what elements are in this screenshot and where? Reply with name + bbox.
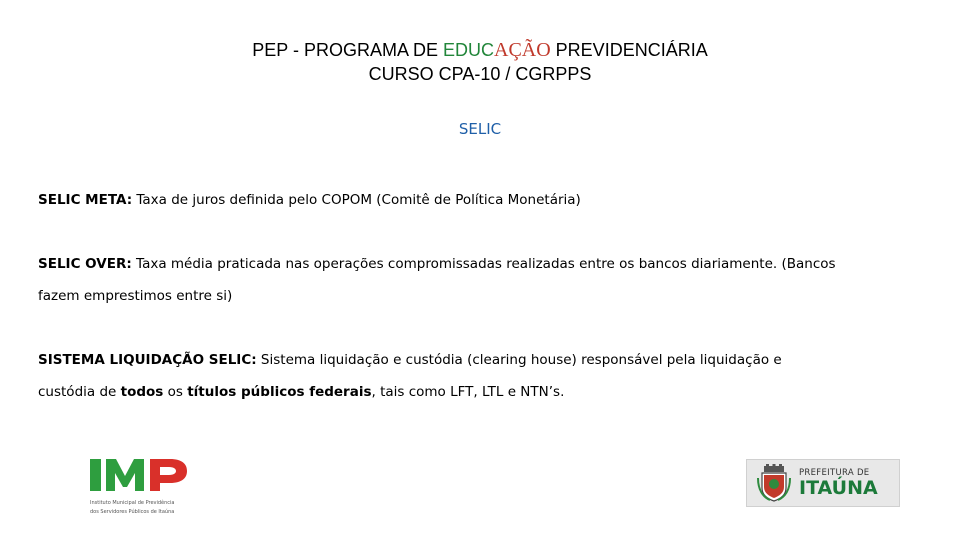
imp-caption-2: dos Servidores Públicos de Itaúna (90, 509, 175, 515)
definition-part: , tais como LFT, LTL e NTN’s. (371, 384, 565, 400)
header (0, 38, 960, 86)
emphasis-titulos: títulos públicos federais (187, 384, 372, 400)
paragraph-selic-over (38, 248, 918, 312)
coat-of-arms-icon (757, 464, 791, 502)
term-definition: Taxa de juros definida pelo COPOM (Comitê de Política Monetária) (132, 192, 581, 208)
prefeitura-itauna-logo (746, 459, 900, 507)
paragraph-selic-meta (38, 184, 918, 216)
imp-caption-1: Instituto Municipal de Previdência (90, 500, 175, 506)
term-definition: Taxa média praticada nas operações compromissadas realizadas entre os bancos diariamente. (Bancos (131, 256, 836, 272)
term-definition: Sistema liquidação e custódia (clearing house) responsável pela liquidação e (256, 352, 782, 368)
term-label: SELIC OVER: (38, 256, 132, 272)
definition-part: os (163, 384, 188, 400)
city-name: ITAÚNA (799, 477, 878, 499)
term-label: SELIC META: (38, 192, 133, 208)
emphasis-todos: todos (120, 384, 164, 400)
title-part-b: PREVIDENCIÁRIA (550, 40, 708, 60)
course-title: CURSO CPA-10 / CGRPPS (368, 64, 592, 84)
imp-logo (90, 456, 200, 515)
term-label: SISTEMA LIQUIDAÇÃO SELIC: (38, 352, 257, 368)
term-definition-cont: fazem emprestimos entre si) (38, 288, 233, 304)
imp-logo-mark (90, 456, 200, 492)
section-title: SELIC (458, 120, 502, 138)
title-part-green: EDUC (442, 40, 494, 60)
page-title (0, 38, 960, 62)
paragraph-sistema-liquidacao (38, 344, 918, 408)
prefeitura-label: PREFEITURA DE (799, 468, 870, 478)
title-part-a: PEP - PROGRAMA DE (252, 40, 443, 60)
definition-part: custódia de (38, 384, 121, 400)
title-part-red: AÇÃO (494, 39, 551, 61)
